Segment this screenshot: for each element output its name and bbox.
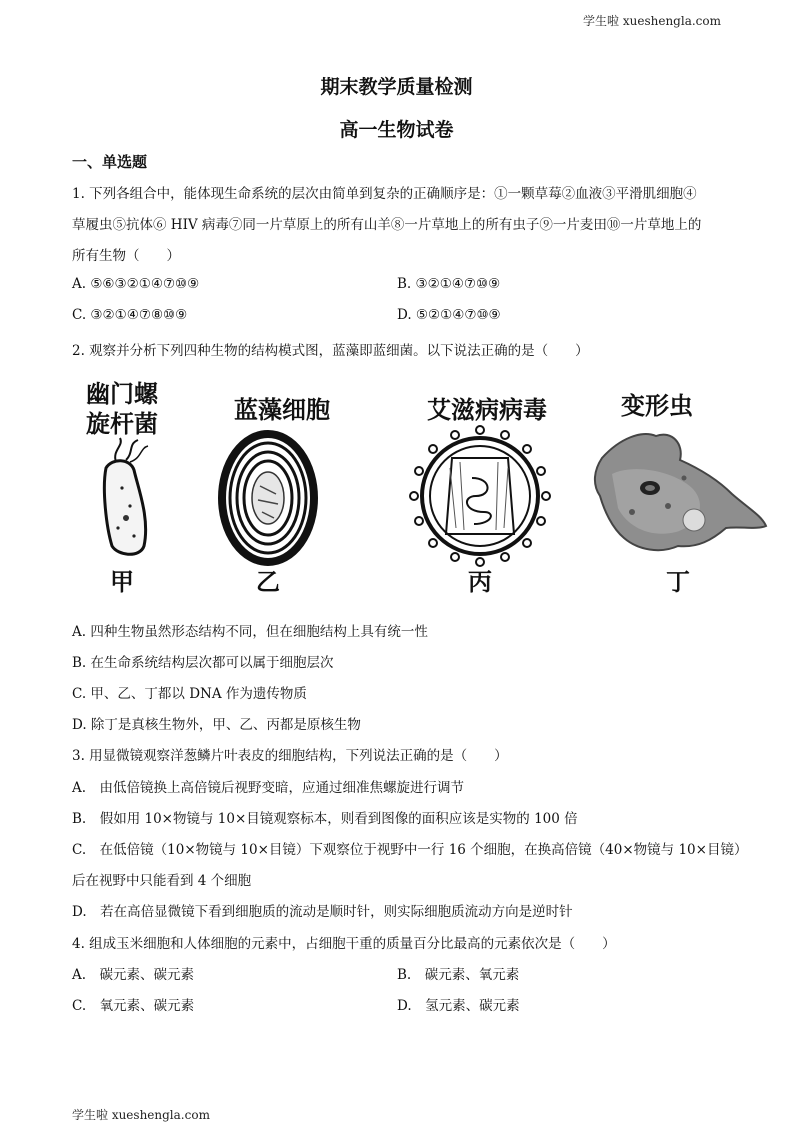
- q3-option-c-line1[interactable]: C. 在低倍镜（10×物镜与 10×目镜）下观察位于视野中一行 16 个细胞，在换高倍镜（40×物镜与 10×目镜）: [72, 842, 748, 858]
- q4-option-a[interactable]: A. 碳元素、碳元素: [72, 967, 195, 983]
- q3-stem: 3. 用显微镜观察洋葱鳞片叶表皮的细胞结构，下列说法正确的是（ ）: [72, 748, 508, 764]
- amoeba-drawing: [595, 434, 766, 550]
- q1-option-b[interactable]: B. ③②①④⑦⑩⑨: [397, 276, 501, 292]
- q3-option-d[interactable]: D. 若在高倍显微镜下看到细胞质的流动是顺时针，则实际细胞质流动方向是逆时针: [72, 904, 573, 920]
- yi-name: 蓝藻细胞: [234, 396, 330, 424]
- helicobacter-drawing: [104, 438, 148, 554]
- q1-stem-line2: 草履虫⑤抗体⑥ HIV 病毒⑦同一片草原上的所有山羊⑧一片草地上的所有虫子⑨一片麦田⑩一片草地上的: [72, 217, 702, 233]
- q4-option-d[interactable]: D. 氢元素、碳元素: [397, 998, 520, 1014]
- label-yi: 乙: [256, 568, 280, 596]
- q3-option-b[interactable]: B. 假如用 10×物镜与 10×目镜观察标本，则看到图像的面积应该是实物的 100 倍: [72, 811, 578, 827]
- q3-option-c-line2[interactable]: 后在视野中只能看到 4 个细胞: [72, 873, 252, 889]
- q1-option-c[interactable]: C. ③②①④⑦⑧⑩⑨: [72, 307, 188, 323]
- footer-site: 学生啦 xueshengla.com: [72, 1108, 210, 1122]
- header-site: 学生啦 xueshengla.com: [583, 14, 721, 28]
- exam-subtitle: 高一生物试卷: [339, 119, 454, 141]
- ding-name: 变形虫: [621, 392, 693, 420]
- q1-stem-line1: 1. 下列各组合中，能体现生命系统的层次由简单到复杂的正确顺序是：①一颗草莓②血液③平滑肌细胞④: [72, 186, 697, 202]
- q2-option-a[interactable]: A. 四种生物虽然形态结构不同，但在细胞结构上具有统一性: [72, 624, 428, 640]
- jia-name-2: 旋杆菌: [86, 410, 158, 438]
- q2-stem: 2. 观察并分析下列四种生物的结构模式图，蓝藻即蓝细菌。以下说法正确的是（ ）: [72, 343, 589, 359]
- section-heading: 一、单选题: [72, 153, 148, 171]
- q4-option-b[interactable]: B. 碳元素、氧元素: [397, 967, 520, 983]
- q2-option-b[interactable]: B. 在生命系统结构层次都可以属于细胞层次: [72, 655, 334, 671]
- q1-option-d[interactable]: D. ⑤②①④⑦⑩⑨: [397, 307, 501, 323]
- q3-option-a[interactable]: A. 由低倍镜换上高倍镜后视野变暗，应通过细准焦螺旋进行调节: [72, 780, 465, 796]
- label-bing: 丙: [468, 568, 492, 596]
- jia-name-1: 幽门螺: [86, 380, 158, 408]
- q4-stem: 4. 组成玉米细胞和人体细胞的元素中，占细胞干重的质量百分比最高的元素依次是（ ）: [72, 936, 616, 952]
- cyanobacteria-drawing: [222, 434, 314, 562]
- exam-title: 期末教学质量检测: [320, 76, 473, 98]
- q4-option-c[interactable]: C. 氧元素、碳元素: [72, 998, 195, 1014]
- q1-stem-line3: 所有生物（ ）: [72, 248, 180, 264]
- bing-name: 艾滋病病毒: [427, 396, 547, 424]
- organism-figure: [72, 378, 772, 598]
- label-ding: 丁: [666, 568, 690, 596]
- organism-drawings: [72, 378, 772, 598]
- q1-option-a[interactable]: A. ⑤⑥③②①④⑦⑩⑨: [72, 276, 200, 292]
- q2-option-c[interactable]: C. 甲、乙、丁都以 DNA 作为遗传物质: [72, 686, 307, 702]
- label-jia: 甲: [110, 568, 134, 596]
- q2-option-d[interactable]: D. 除丁是真核生物外，甲、乙、丙都是原核生物: [72, 717, 361, 733]
- hiv-drawing: [410, 426, 550, 566]
